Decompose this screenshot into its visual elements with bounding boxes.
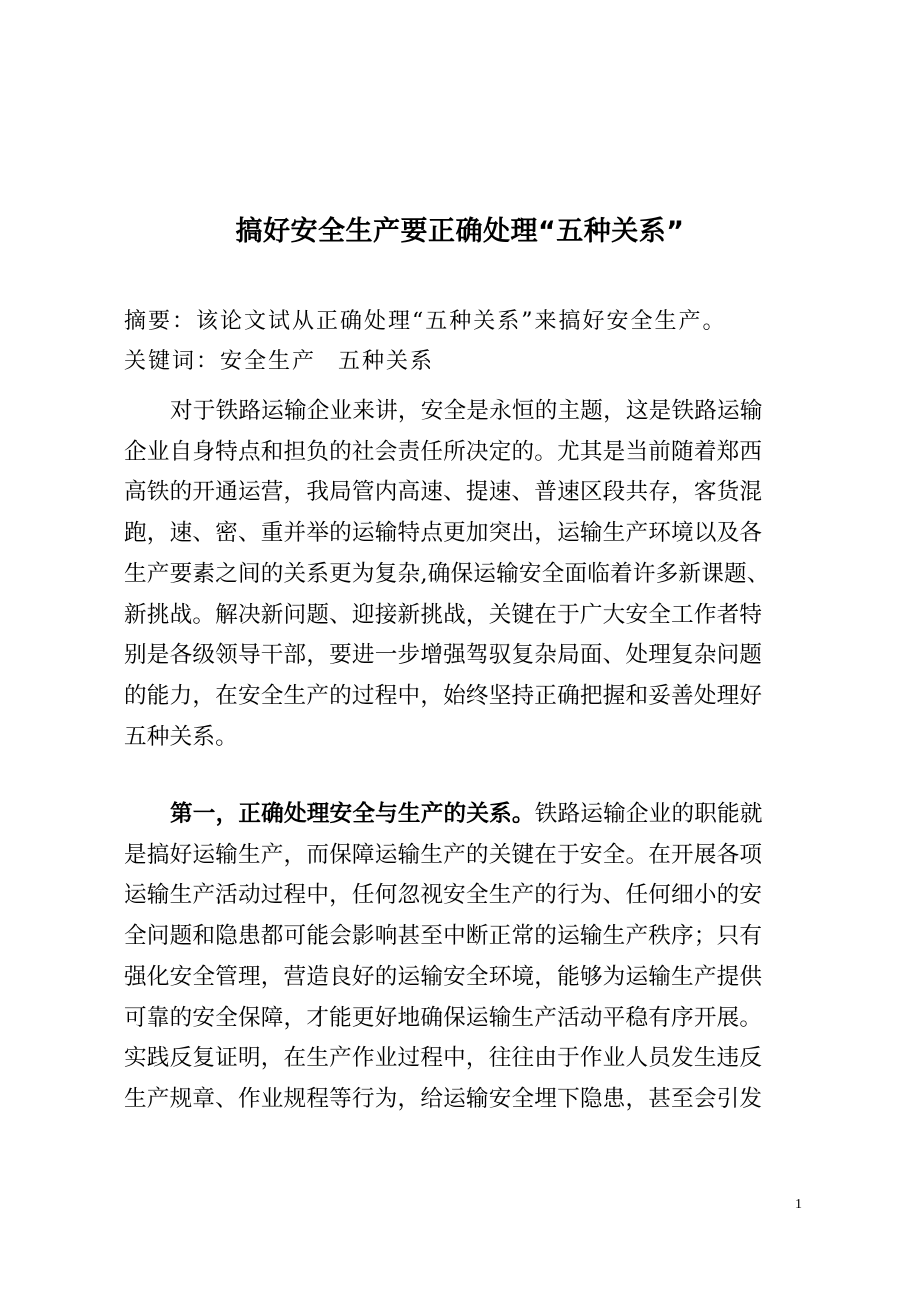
paragraph-line: [124, 794, 808, 835]
paragraph-line: 实践反复证明，在生产作业过程中，往往由于作业人员发生违反: [124, 1045, 763, 1072]
keyword-item: 五种关系: [338, 349, 435, 374]
paragraph-line: 运输生产活动过程中，任何忽视安全生产的行为、任何细小的安: [124, 882, 763, 909]
abstract-line: 摘要：该论文试从正确处理“五种关系”来搞好安全生产。: [124, 309, 727, 334]
paragraph-line: 可靠的安全保障，才能更好地确保运输生产活动平稳有序开展。: [124, 1004, 763, 1031]
paragraph-line: 是搞好运输生产，而保障运输生产的关键在于安全。在开展各项: [124, 841, 763, 868]
paragraph-line: 企业自身特点和担负的社会责任所决定的。尤其是当前随着郑西: [124, 438, 763, 465]
paragraph-line-rest: 铁路运输企业的职能就: [534, 801, 763, 827]
paragraph-line: 对于铁路运输企业来讲，安全是永恒的主题，这是铁路运输: [170, 398, 763, 424]
paragraph-line: 全问题和隐患都可能会影响甚至中断正常的运输生产秩序；只有: [124, 923, 763, 950]
page-title: 搞好安全生产要正确处理“五种关系”: [235, 216, 685, 247]
paragraph-intro: [124, 391, 808, 757]
paragraph-line: 强化安全管理，营造良好的运输安全环境，能够为运输生产提供: [124, 963, 763, 990]
paragraph-line: 的能力，在安全生产的过程中，始终坚持正确把握和妥善处理好: [124, 682, 763, 709]
paragraph-line: 五种关系。: [124, 723, 238, 750]
paragraph-line: 跑，速、密、重并举的运输特点更加突出，运输生产环境以及各: [124, 520, 763, 547]
section-lead-heading: 第一，正确处理安全与生产的关系。: [170, 801, 535, 827]
keywords-line: [124, 347, 434, 377]
keyword-item: 安全生产: [220, 349, 317, 374]
paragraph-line: 生产规章、作业规程等行为，给运输安全埋下隐患，甚至会引发: [124, 1085, 763, 1112]
paragraph-line: 生产要素之间的关系更为复杂,确保运输安全面临着许多新课题、: [124, 560, 770, 587]
paragraph-line: 高铁的开通运营，我局管内高速、提速、普速区段共存，客货混: [124, 479, 763, 506]
paragraph-first-relation: [124, 794, 808, 1120]
paragraph-line: 别是各级领导干部，要进一步增强驾驭复杂局面、处理复杂问题: [124, 642, 763, 669]
keywords-label: 关键词：: [124, 349, 221, 374]
page-number: 1: [795, 1197, 802, 1212]
paragraph-line: 新挑战。解决新问题、迎接新挑战，关键在于广大安全工作者特: [124, 601, 763, 628]
